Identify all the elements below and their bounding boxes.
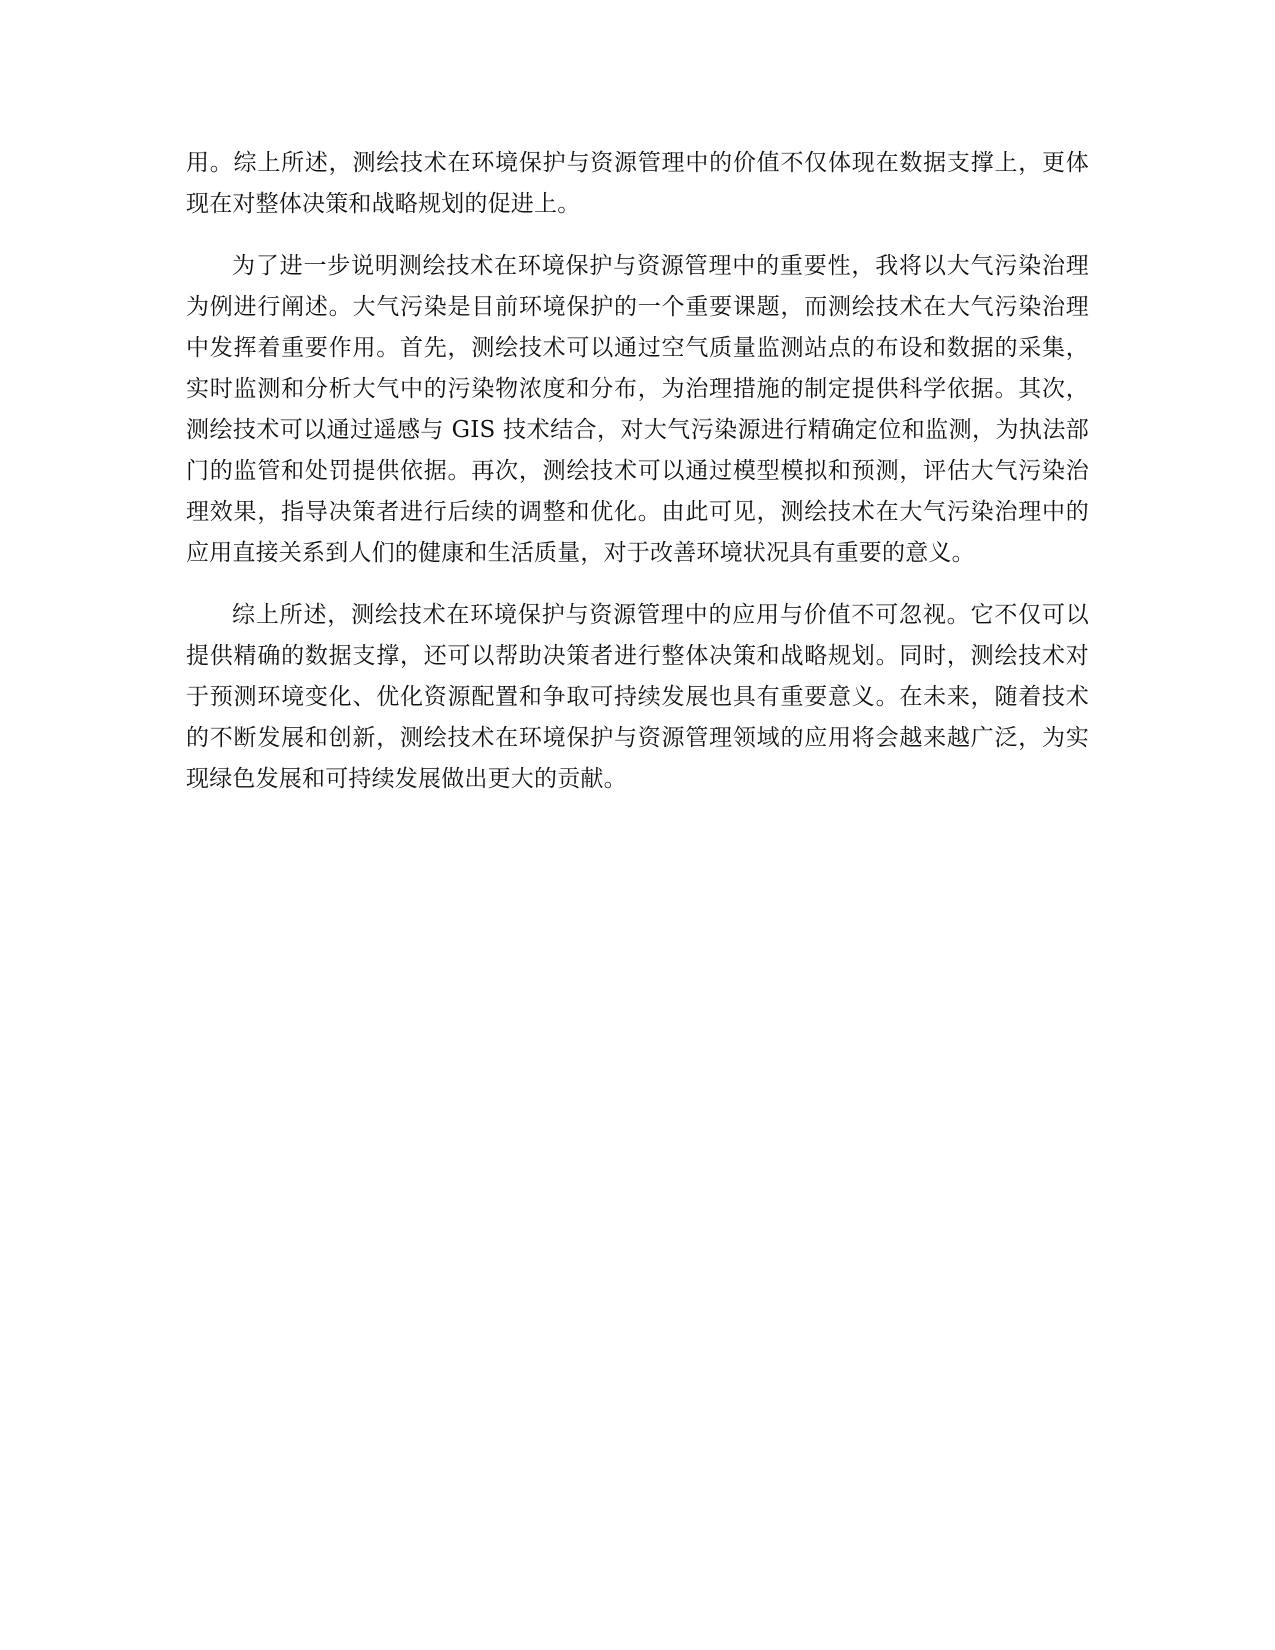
document-body — [186, 143, 1089, 821]
paragraph-conclusion: 综上所述，测绘技术在环境保护与资源管理中的应用与价值不可忽视。它不仅可以提供精确的数据支撑，还可以帮助决策者进行整体决策和战略规划。同时，测绘技术对于预测环境变化、优化资源配置和争取可持续发展也具有重要意义。在未来，随着技术的不断发展和创新，测绘技术在环境保护与资源管理领域的应用将会越来越广泛，为实现绿色发展和可持续发展做出更大的贡献。 — [186, 602, 1089, 792]
paragraph-air-pollution-example: 为了进一步说明测绘技术在环境保护与资源管理中的重要性，我将以大气污染治理为例进行阐述。大气污染是目前环境保护的一个重要课题，而测绘技术在大气污染治理中发挥着重要作用。首先，测绘技术可以通过空气质量监测站点的布设和数据的采集，实时监测和分析大气中的污染物浓度和分布，为治理措施的制定提供科学依据。其次，测绘技术可以通过遥感与 GIS 技术结合，对大气污染源进行精确定位和监测，为执法部门的监管和处罚提供依据。再次，测绘技术可以通过模型模拟和预测，评估大气污染治理效果，指导决策者进行后续的调整和优化。由此可见，测绘技术在大气污染治理中的应用直接关系到人们的健康和生活质量，对于改善环境状况具有重要的意义。 — [186, 253, 1089, 566]
paragraph-continuation: 用。综上所述，测绘技术在环境保护与资源管理中的价值不仅体现在数据支撑上，更体现在对整体决策和战略规划的促进上。 — [186, 150, 1089, 217]
